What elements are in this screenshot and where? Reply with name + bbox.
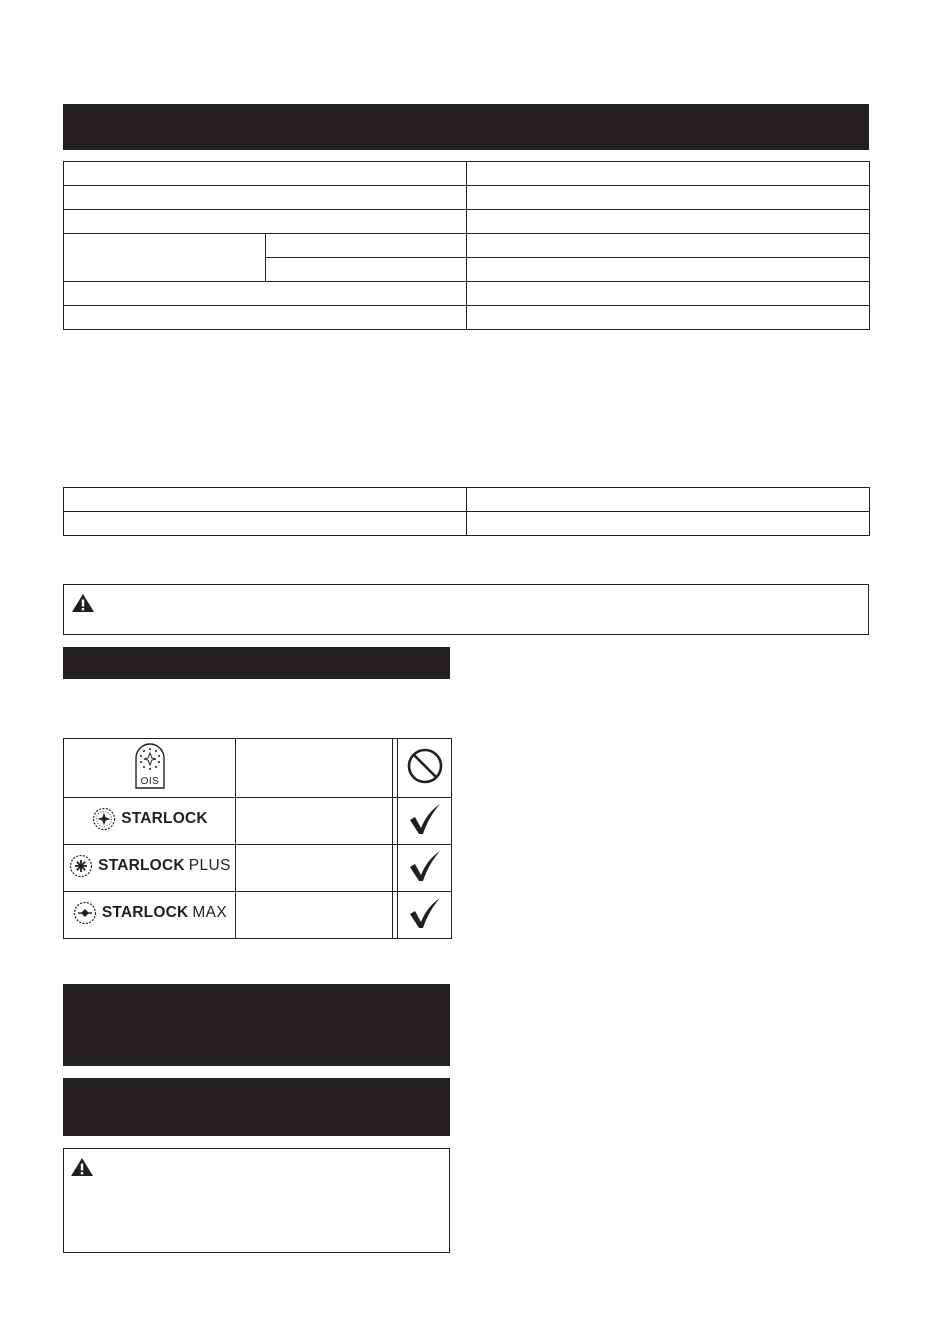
spec-value-cell (467, 306, 870, 330)
starlock-plus-logo (64, 845, 236, 892)
secondary-label-cell (64, 512, 467, 536)
secondary-label-cell (64, 488, 467, 512)
spec-label-cell (64, 210, 467, 234)
compat-status-cell (398, 892, 452, 939)
spec-label-cell (64, 186, 467, 210)
section-header-bar (63, 104, 869, 150)
spec-group-label-cell (64, 234, 266, 282)
lower-header-bar-large (63, 984, 450, 1066)
prohibited-icon (406, 747, 444, 785)
starlock-max-logo (64, 892, 236, 939)
spec-value-cell (467, 186, 870, 210)
ois-logo (64, 739, 236, 798)
spec-value-cell (467, 162, 870, 186)
table-row (64, 798, 452, 845)
compat-status-cell (398, 845, 452, 892)
checkmark-icon (407, 895, 443, 931)
spec-label-cell (64, 162, 467, 186)
table-row (64, 845, 452, 892)
secondary-value-cell (467, 488, 870, 512)
compat-description-cell (236, 798, 393, 845)
warning-box-narrow (63, 1148, 450, 1253)
table-row (64, 892, 452, 939)
starlock-max-logo-text: STARLOCK (101, 903, 189, 921)
spec-value-cell (467, 282, 870, 306)
starlock-max-star-icon (72, 900, 98, 926)
compat-description-cell (236, 739, 393, 798)
accessory-compatibility-table (63, 738, 452, 939)
checkmark-icon (407, 801, 443, 837)
starlock-plus-logo-text: STARLOCK (98, 856, 185, 874)
specifications-table (63, 161, 870, 330)
compat-description-cell (236, 845, 393, 892)
starlock-logo-text: STARLOCK (121, 809, 208, 827)
table-row (64, 739, 452, 798)
warning-triangle-icon (70, 1157, 94, 1177)
secondary-value-cell (467, 512, 870, 536)
spec-sublabel-cell (266, 234, 467, 258)
starlock-star-icon (91, 806, 117, 832)
column-header-bar (63, 647, 450, 679)
ois-mount-icon (133, 742, 167, 790)
lower-header-bar-medium (63, 1078, 450, 1136)
spec-value-cell (467, 258, 870, 282)
compat-status-cell (398, 739, 452, 798)
starlock-plus-star-icon (68, 853, 94, 879)
starlock-logo (64, 798, 236, 845)
secondary-table (63, 487, 870, 536)
warning-box-wide (63, 584, 869, 635)
spec-value-cell (467, 210, 870, 234)
starlock-max-suffix: MAX (192, 903, 228, 921)
spec-label-cell (64, 282, 467, 306)
compat-status-cell (398, 798, 452, 845)
spec-value-cell (467, 234, 870, 258)
spec-sublabel-cell (266, 258, 467, 282)
checkmark-icon (407, 848, 443, 884)
ois-logo-text: OIS (140, 775, 159, 787)
spec-label-cell (64, 306, 467, 330)
compat-description-cell (236, 892, 393, 939)
starlock-plus-suffix: PLUS (188, 856, 231, 874)
warning-triangle-icon (71, 593, 95, 613)
